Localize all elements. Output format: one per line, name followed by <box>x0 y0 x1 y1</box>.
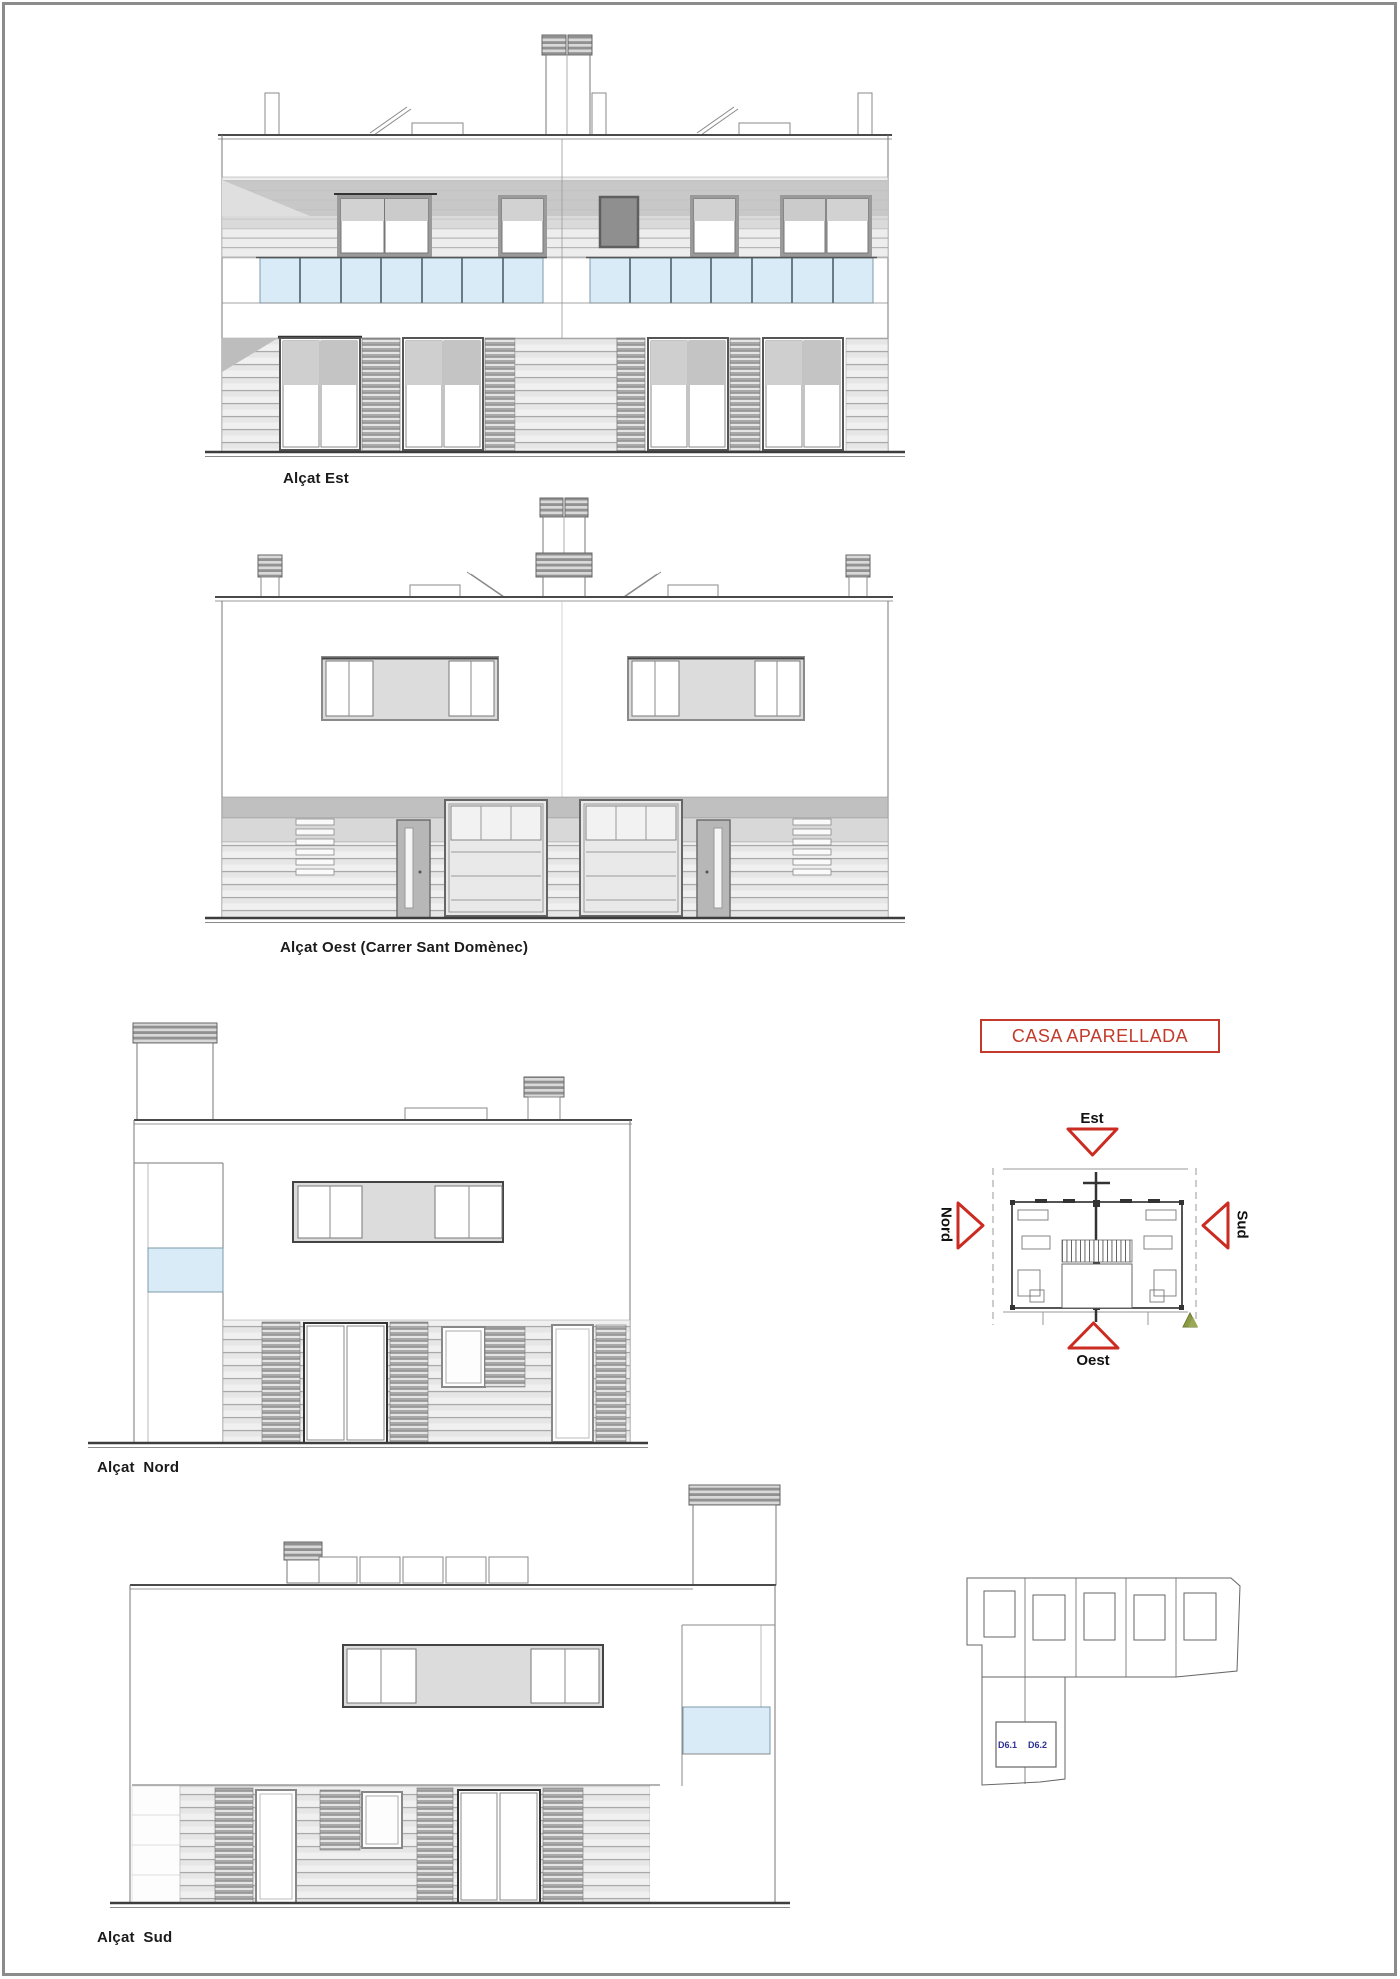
elevation-west-drawing <box>200 390 920 935</box>
plot-label-d62: D6.2 <box>1028 1740 1048 1750</box>
north-ground-floor <box>223 1320 630 1443</box>
compass-label-oest: Oest <box>1076 1352 1110 1369</box>
east-roof-band <box>218 135 892 139</box>
west-entry-door-right <box>697 820 730 918</box>
north-elevation-label: Alçat Nord <box>97 1459 180 1476</box>
west-chimney <box>536 498 592 597</box>
east-elevation-label: Alçat Est <box>283 470 349 487</box>
east-arrow-icon <box>1068 1129 1117 1155</box>
east-balcony-glass <box>222 258 888 304</box>
south-elevation-label: Alçat Sud <box>97 1929 173 1946</box>
west-entry-door-left <box>397 820 430 918</box>
east-chimney <box>542 35 592 135</box>
north-roof-items <box>405 1077 564 1120</box>
key-plan-building <box>1010 1172 1184 1322</box>
north-ground-line <box>88 1443 648 1448</box>
south-arrow-icon <box>1203 1203 1228 1248</box>
compass-label-nord: Nord <box>937 1207 955 1242</box>
west-elevation-label: Alçat Oest (Carrer Sant Domènec) <box>280 939 529 956</box>
north-chimney <box>133 1023 217 1120</box>
west-roof-band <box>215 597 893 601</box>
south-chimney-left <box>284 1542 322 1583</box>
compass-label-sud: Sud <box>1233 1210 1251 1239</box>
west-window-bands <box>322 657 804 720</box>
elevation-south-drawing <box>90 1480 800 1920</box>
west-ground-line <box>205 918 905 923</box>
north-arrow-icon <box>958 1203 983 1248</box>
plot-label-d61: D6.1 <box>998 1740 1018 1750</box>
compass-label-est: Est <box>1080 1110 1104 1127</box>
elevation-north-drawing <box>85 1015 655 1455</box>
west-ground-floor <box>222 797 888 918</box>
east-upper-windows <box>334 194 872 257</box>
south-ground-line <box>110 1903 790 1908</box>
casa-aparellada-stamp <box>980 1019 1220 1053</box>
stamp-text: CASA APARELLADA <box>1011 1025 1189 1046</box>
south-ground-floor <box>132 1785 774 1903</box>
west-arrow-icon <box>1069 1323 1118 1348</box>
site-plot-plan-drawing <box>960 1570 1250 1795</box>
south-chimney-right <box>689 1485 780 1585</box>
south-roof-boxes <box>319 1557 528 1583</box>
north-window-band <box>293 1182 503 1242</box>
south-window-band <box>343 1645 603 1707</box>
north-balcony-bay <box>134 1163 223 1443</box>
